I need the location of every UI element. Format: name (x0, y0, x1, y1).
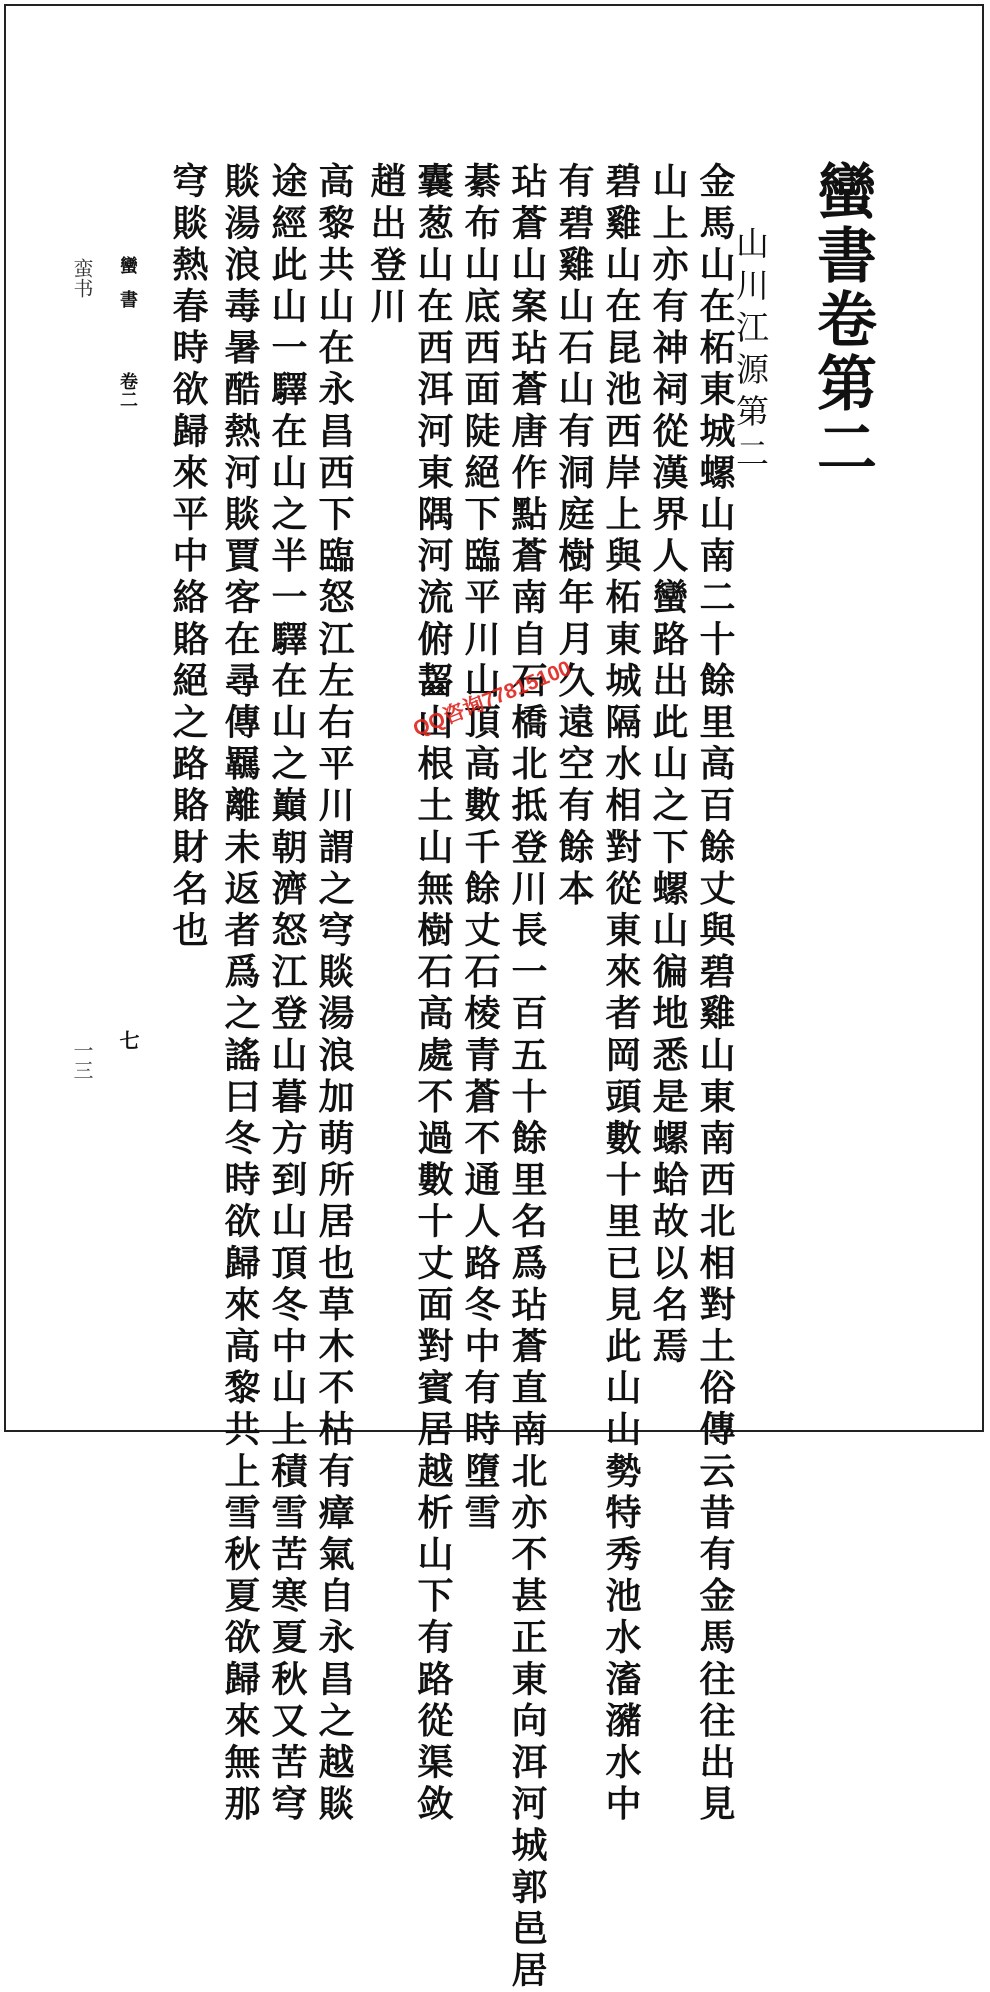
section-heading: 山川江源第二 (731, 226, 770, 478)
chapter-title: 蠻書卷第二 (807, 160, 877, 480)
text-column-5: 玷蒼山案玷蒼唐作點蒼南自石橋北抵登川長一百五十餘里名爲玷蒼直南北亦不甚正東向洱河城郭邑居 (506, 162, 548, 1992)
text-column-2: 山上亦有神祠從漢界人蠻路出此山之下螺山徧地悉是螺蛤故以名焉 (647, 162, 689, 1369)
text-column-8: 趙出登川 (365, 162, 407, 329)
text-column-1: 金馬山在柘東城螺山南二十餘里高百餘丈與碧雞山東南西北相對土俗傳云昔有金馬往往出見 (694, 162, 736, 1826)
margin-folio: 七 (116, 1030, 140, 1050)
running-page-number: 一三 (70, 1040, 94, 1080)
margin-volume: 卷二 (117, 372, 138, 408)
watermark-text: QQ咨询77815100 (409, 656, 575, 741)
running-header-book: 蛮书 (70, 258, 94, 298)
text-column-12: 穹賧熱春時欲歸來平中絡賂絕之路賂財名也 (167, 162, 209, 953)
text-column-9: 高黎共山在永昌西下臨怒江左右平川謂之穹賧湯浪加萌所居也草木不枯有瘴氣自永昌之越賧 (313, 162, 355, 1826)
text-column-7: 囊葱山在西洱河東隅河流俯齧山根土山無樹石高處不過數十丈面對賓居越析山下有路從渠敛 (412, 162, 454, 1826)
text-column-10: 途經此山一驛在山之半一驛在山之巔朝濟怒江登山暮方到山頂冬中山上積雪苦寒夏秋又苦穹 (266, 162, 308, 1826)
margin-book-title: 蠻書 (117, 256, 138, 324)
text-column-6: 綦布山底西面陡絕下臨平川山頂高數千餘丈石棱青蒼不通人路冬中有時墮雪 (459, 162, 501, 1535)
text-column-3: 碧雞山在昆池西岸上與柘東城隔水相對從東來者岡頭數十里已見此山山勢特秀池水滀瀦水中 (600, 162, 642, 1826)
text-column-4: 有碧雞山石山有洞庭樹年月久遠空有餘本 (553, 162, 595, 911)
text-column-11: 賧湯浪毒暑酷熱河賧賈客在尋傳羈離未返者爲之謠曰冬時欲歸來高黎共上雪秋夏欲歸來無那 (219, 162, 261, 1826)
